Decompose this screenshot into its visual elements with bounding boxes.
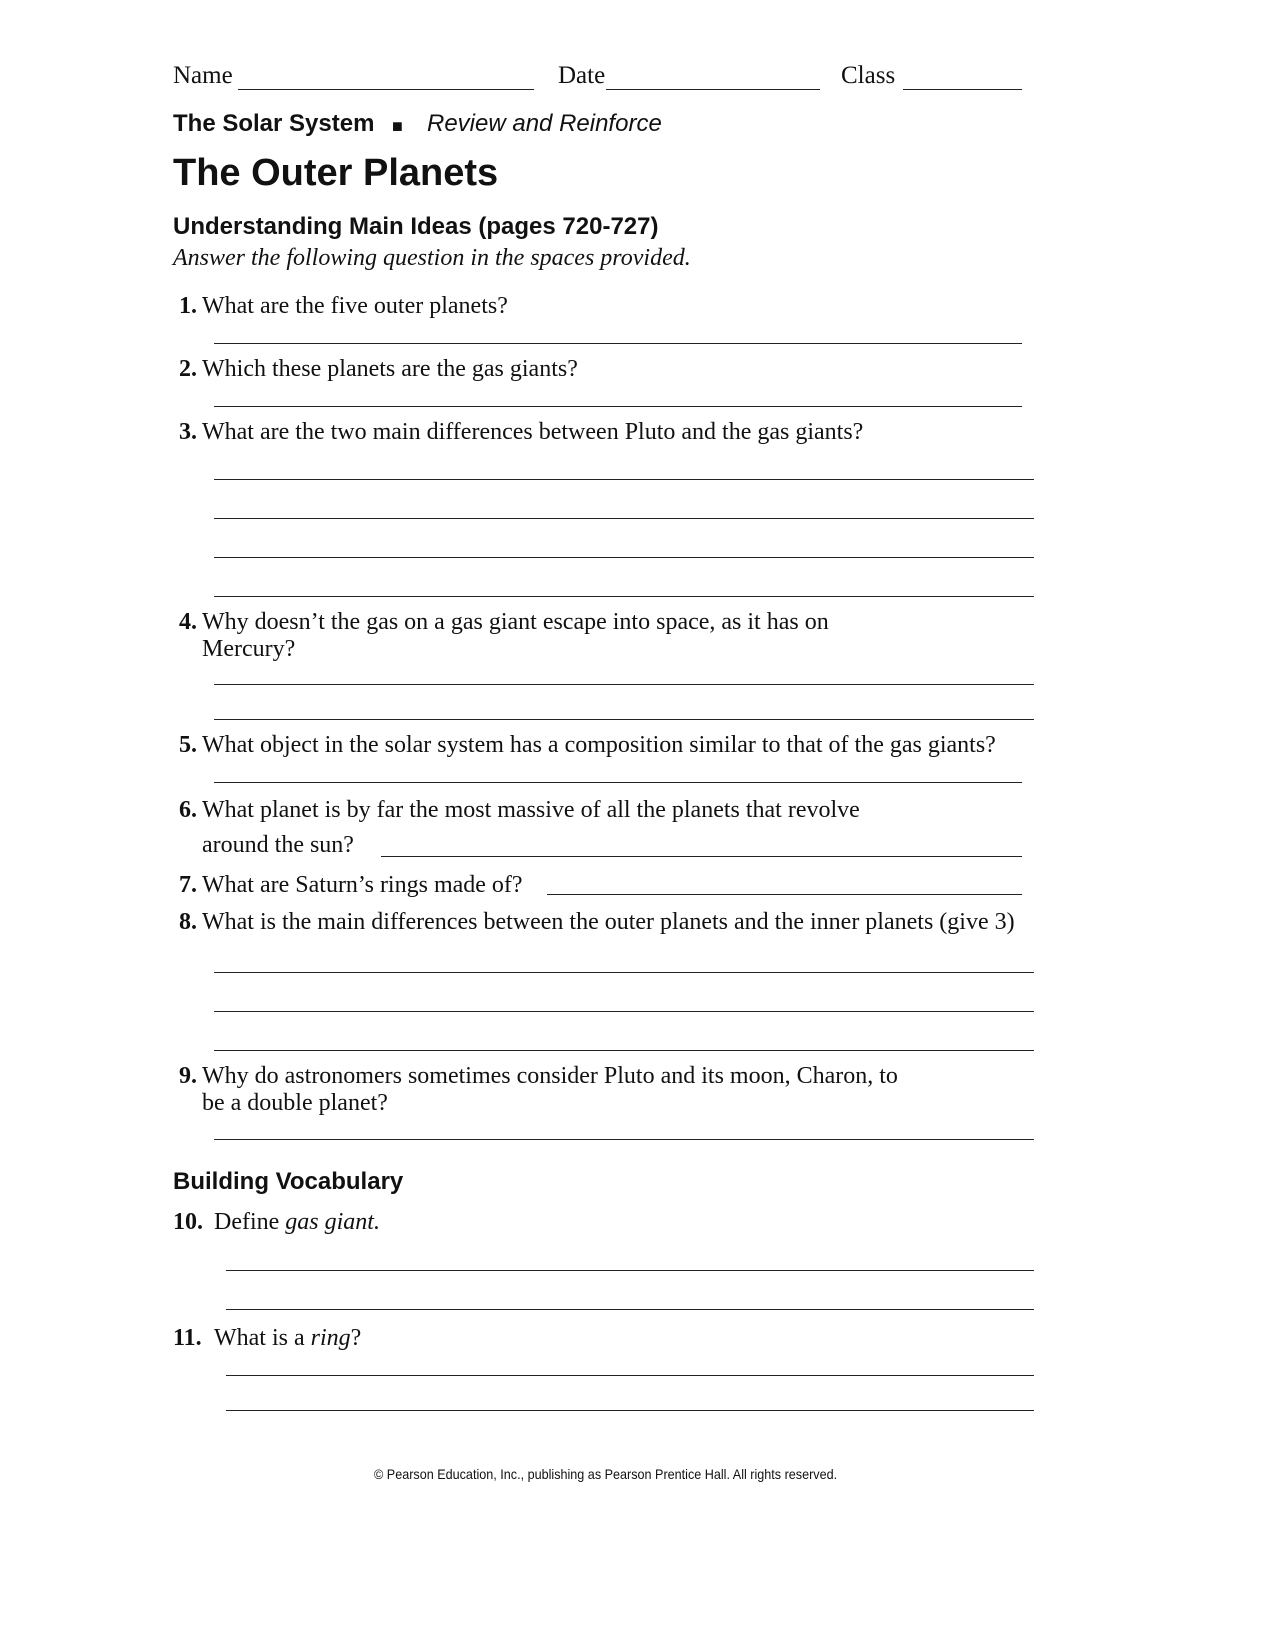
- answer-line[interactable]: [214, 1050, 1034, 1051]
- answer-line[interactable]: [214, 343, 1022, 344]
- class-input-line[interactable]: [903, 89, 1022, 90]
- class-label: Class: [841, 62, 896, 89]
- answer-line[interactable]: [214, 557, 1034, 558]
- question-text: What are Saturn’s rings made of?: [202, 872, 523, 898]
- question-text: What are the two main differences between Pluto and the gas giants?: [202, 419, 864, 445]
- question-text: What is the main differences between the outer planets and the inner planets (give 3): [202, 909, 1015, 935]
- question-number: 1.: [179, 293, 197, 319]
- answer-line[interactable]: [381, 856, 1022, 857]
- question-number: 5.: [179, 732, 197, 758]
- question-text: What are the five outer planets?: [202, 293, 508, 319]
- question-suffix: ?: [350, 1325, 362, 1351]
- question-number: 10.: [173, 1209, 203, 1235]
- answer-line[interactable]: [226, 1270, 1034, 1271]
- answer-line[interactable]: [214, 782, 1022, 783]
- answer-line[interactable]: [214, 479, 1034, 480]
- question-number: 7.: [179, 872, 197, 898]
- subtitle-topic: The Solar System: [173, 110, 375, 137]
- answer-line[interactable]: [226, 1410, 1034, 1411]
- answer-line[interactable]: [214, 596, 1034, 597]
- question-number: 4.: [179, 609, 197, 635]
- page-title: The Outer Planets: [173, 152, 499, 194]
- section-heading-vocabulary: Building Vocabulary: [173, 1168, 404, 1195]
- subtitle-type: Review and Reinforce: [427, 110, 662, 137]
- question-prefix: Define: [214, 1209, 286, 1235]
- question-text: [214, 1209, 380, 1236]
- question-text: What planet is by far the most massive of all the planets that revolve: [202, 797, 860, 823]
- question-text: What object in the solar system has a composition similar to that of the gas giants?: [202, 732, 996, 758]
- answer-line[interactable]: [226, 1375, 1034, 1376]
- section-heading-main-ideas: Understanding Main Ideas (pages 720-727): [173, 213, 659, 240]
- question-number: 11.: [173, 1325, 202, 1351]
- instructions: Answer the following question in the spaces provided.: [173, 245, 691, 271]
- question-text: Why do astronomers sometimes consider Pluto and its moon, Charon, to: [202, 1063, 898, 1089]
- question-number: 6.: [179, 797, 197, 823]
- date-label: Date: [558, 62, 606, 89]
- question-text-continued: be a double planet?: [202, 1090, 388, 1116]
- question-prefix: What is a: [214, 1325, 311, 1351]
- answer-line[interactable]: [214, 972, 1034, 973]
- vocab-term: ring: [310, 1325, 351, 1351]
- question-number: 3.: [179, 419, 197, 445]
- question-text-continued: Mercury?: [202, 636, 296, 662]
- subtitle-separator: ■: [392, 116, 403, 136]
- name-label: Name: [173, 62, 233, 89]
- answer-line[interactable]: [214, 1139, 1034, 1140]
- name-input-line[interactable]: [238, 89, 534, 90]
- question-number: 2.: [179, 356, 197, 382]
- answer-line[interactable]: [214, 684, 1034, 685]
- date-input-line[interactable]: [606, 89, 820, 90]
- answer-line[interactable]: [214, 719, 1034, 720]
- answer-line[interactable]: [214, 406, 1022, 407]
- question-number: 9.: [179, 1063, 197, 1089]
- answer-line[interactable]: [214, 1011, 1034, 1012]
- vocab-term: gas giant.: [285, 1209, 380, 1235]
- question-text: [214, 1325, 361, 1352]
- question-text: Why doesn’t the gas on a gas giant escape into space, as it has on: [202, 609, 829, 635]
- question-number: 8.: [179, 909, 197, 935]
- answer-line[interactable]: [226, 1309, 1034, 1310]
- question-text: Which these planets are the gas giants?: [202, 356, 578, 382]
- question-text-continued: around the sun?: [202, 832, 354, 858]
- copyright-footer: © Pearson Education, Inc., publishing as Pearson Prentice Hall. All rights reserved.: [374, 1466, 838, 1482]
- answer-line[interactable]: [214, 518, 1034, 519]
- answer-line[interactable]: [547, 894, 1022, 895]
